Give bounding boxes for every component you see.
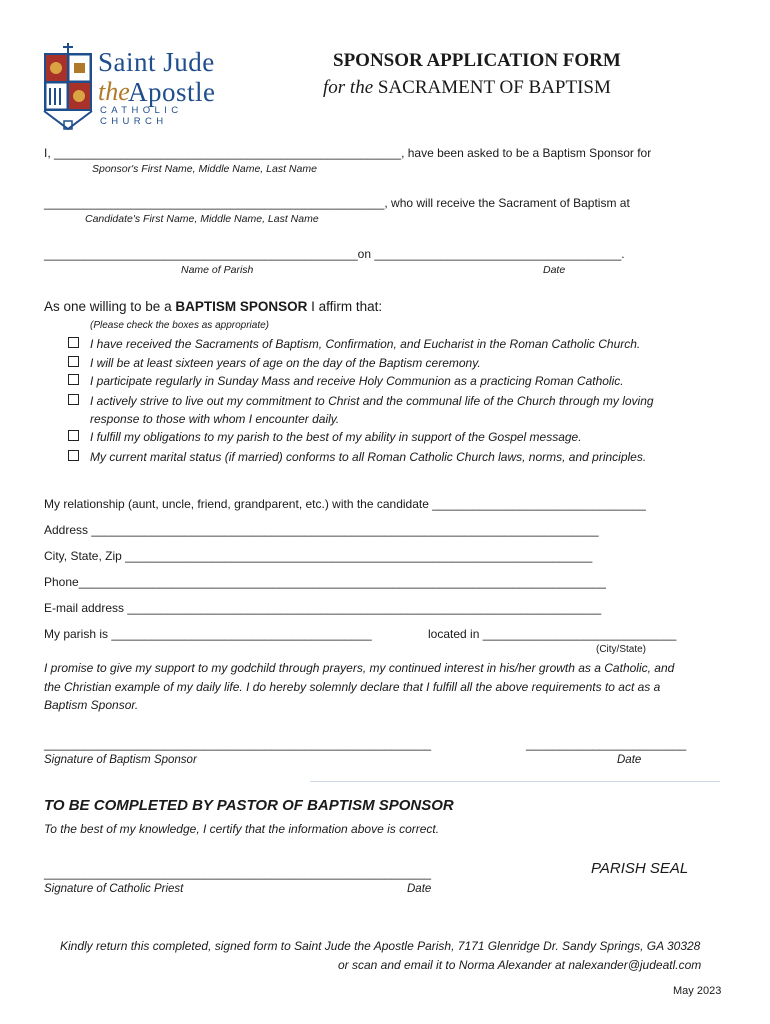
affirm-item-text: My current marital status (if married) conforms to all Roman Catholic Church laws, norms, and principles.	[90, 450, 647, 464]
priest-signature-field[interactable]: __________________________________________________________	[44, 866, 432, 880]
relationship-field[interactable]: My relationship (aunt, uncle, friend, grandparent, etc.) with the candidate ________________________________	[44, 497, 646, 511]
form-subtitle	[323, 77, 611, 99]
church-crest-icon	[40, 43, 96, 133]
affirm-item-text: I participate regularly in Sunday Mass and receive Holy Communion as a practicing Roman Catholic.	[90, 374, 624, 388]
affirm-lead: As one willing to be a	[44, 299, 176, 314]
phone-field[interactable]: Phone_______________________________________________________________________________	[44, 575, 606, 589]
candidate-name-field[interactable]: ___________________________________________________	[44, 196, 385, 210]
baptism-date-caption: Date	[543, 264, 566, 276]
parish-name-caption: Name of Parish	[181, 264, 254, 276]
sponsor-signature-caption: Signature of Baptism Sponsor	[44, 754, 197, 766]
logo-name-line2: Apostle	[128, 77, 216, 107]
affirm-item	[68, 374, 624, 388]
priest-date-caption: Date	[407, 883, 432, 895]
sponsor-name-field[interactable]: ____________________________________________________	[54, 146, 402, 160]
sponsor-signature-field[interactable]: __________________________________________________________	[44, 737, 432, 751]
affirm-item	[68, 430, 582, 444]
logo-name-line1: Saint Jude	[98, 47, 215, 77]
affirm-bold: BAPTISM SPONSOR	[175, 299, 308, 314]
footer-email-line: or scan and email it to Norma Alexander at nalexander@judeatl.com	[338, 958, 702, 972]
sponsor-prefix: I,	[44, 146, 55, 160]
promise-line-3: Baptism Sponsor.	[44, 698, 139, 712]
candidate-suffix: , who will receive the Sacrament of Baptism at	[384, 196, 630, 210]
candidate-name-line	[44, 196, 630, 210]
pastor-certify-text: To the best of my knowledge, I certify that the information above is correct.	[44, 822, 440, 836]
affirm-item	[68, 394, 654, 408]
sponsor-date-caption: Date	[617, 754, 642, 766]
affirm-checkbox[interactable]	[68, 356, 79, 367]
parish-date-line	[44, 247, 625, 261]
pastor-section-heading: TO BE COMPLETED BY PASTOR OF BAPTISM SPONSOR	[44, 797, 454, 814]
church-logo	[40, 43, 250, 133]
affirm-checkbox[interactable]	[68, 450, 79, 461]
affirm-item-continuation: response to those with whom I encounter daily.	[90, 412, 340, 426]
affirm-heading	[44, 299, 382, 314]
parish-name-field[interactable]: _______________________________________________	[44, 247, 358, 261]
footer-date: May 2023	[673, 985, 722, 997]
affirm-item-text: I will be at least sixteen years of age on the day of the Baptism ceremony.	[90, 356, 481, 370]
parish-on-label: on	[357, 247, 375, 261]
form-subtitle-italic: for the	[323, 77, 374, 98]
sponsor-date-field[interactable]: ________________________	[526, 737, 687, 751]
sponsor-name-caption: Sponsor's First Name, Middle Name, Last Name	[92, 163, 317, 175]
section-divider	[310, 781, 720, 782]
affirm-item	[68, 337, 640, 351]
address-field[interactable]: Address ____________________________________________________________________________	[44, 523, 599, 537]
city-state-caption: (City/State)	[596, 644, 647, 655]
logo-the: the	[98, 77, 130, 106]
promise-line-2: the Christian example of my daily life. I do hereby solemnly declare that I fulfill all the above requirements to act as a	[44, 680, 661, 694]
priest-signature-caption: Signature of Catholic Priest	[44, 883, 184, 895]
form-title: SPONSOR APPLICATION FORM	[333, 50, 621, 71]
affirm-note: (Please check the boxes as appropriate)	[90, 320, 269, 331]
sponsor-suffix: , have been asked to be a Baptism Sponsor for	[401, 146, 652, 160]
affirm-checkbox[interactable]	[68, 430, 79, 441]
promise-line-1: I promise to give my support to my godchild through prayers, my continued interest in his/her growth as a Catholic, and	[44, 661, 675, 675]
affirm-checkbox[interactable]	[68, 374, 79, 385]
logo-subtitle: CATHOLIC CHURCH	[100, 105, 183, 127]
affirm-checkbox[interactable]	[68, 394, 79, 405]
affirm-item-text: I have received the Sacraments of Baptism, Confirmation, and Eucharist in the Roman Catholic Church.	[90, 337, 641, 351]
affirm-item	[68, 356, 481, 370]
affirm-item	[68, 450, 646, 464]
footer-return-line: Kindly return this completed, signed form to Saint Jude the Apostle Parish, 7171 Glenridge Dr. Sandy Springs, GA 30328	[60, 939, 701, 953]
parish-seal-label: PARISH SEAL	[591, 860, 689, 877]
parish-location-field[interactable]: located in _____________________________	[428, 627, 677, 641]
sponsor-name-line	[44, 146, 651, 160]
form-subtitle-rest: SACRAMENT OF BAPTISM	[373, 77, 611, 98]
my-parish-field[interactable]: My parish is _______________________________________	[44, 627, 372, 641]
affirm-tail: I affirm that:	[307, 299, 383, 314]
affirm-item-text: I actively strive to live out my commitment to Christ and the communal life of the Church through my loving	[90, 394, 654, 408]
candidate-name-caption: Candidate's First Name, Middle Name, Last Name	[85, 213, 319, 225]
parish-end: .	[621, 247, 625, 261]
affirm-item-text: I fulfill my obligations to my parish to the best of my ability in support of the Gospel message.	[90, 430, 582, 444]
baptism-date-field[interactable]: _____________________________________	[374, 247, 622, 261]
email-field[interactable]: E-mail address _______________________________________________________________________	[44, 601, 602, 615]
city-state-zip-field[interactable]: City, State, Zip ______________________________________________________________________	[44, 549, 593, 563]
affirm-checkbox[interactable]	[68, 337, 79, 348]
